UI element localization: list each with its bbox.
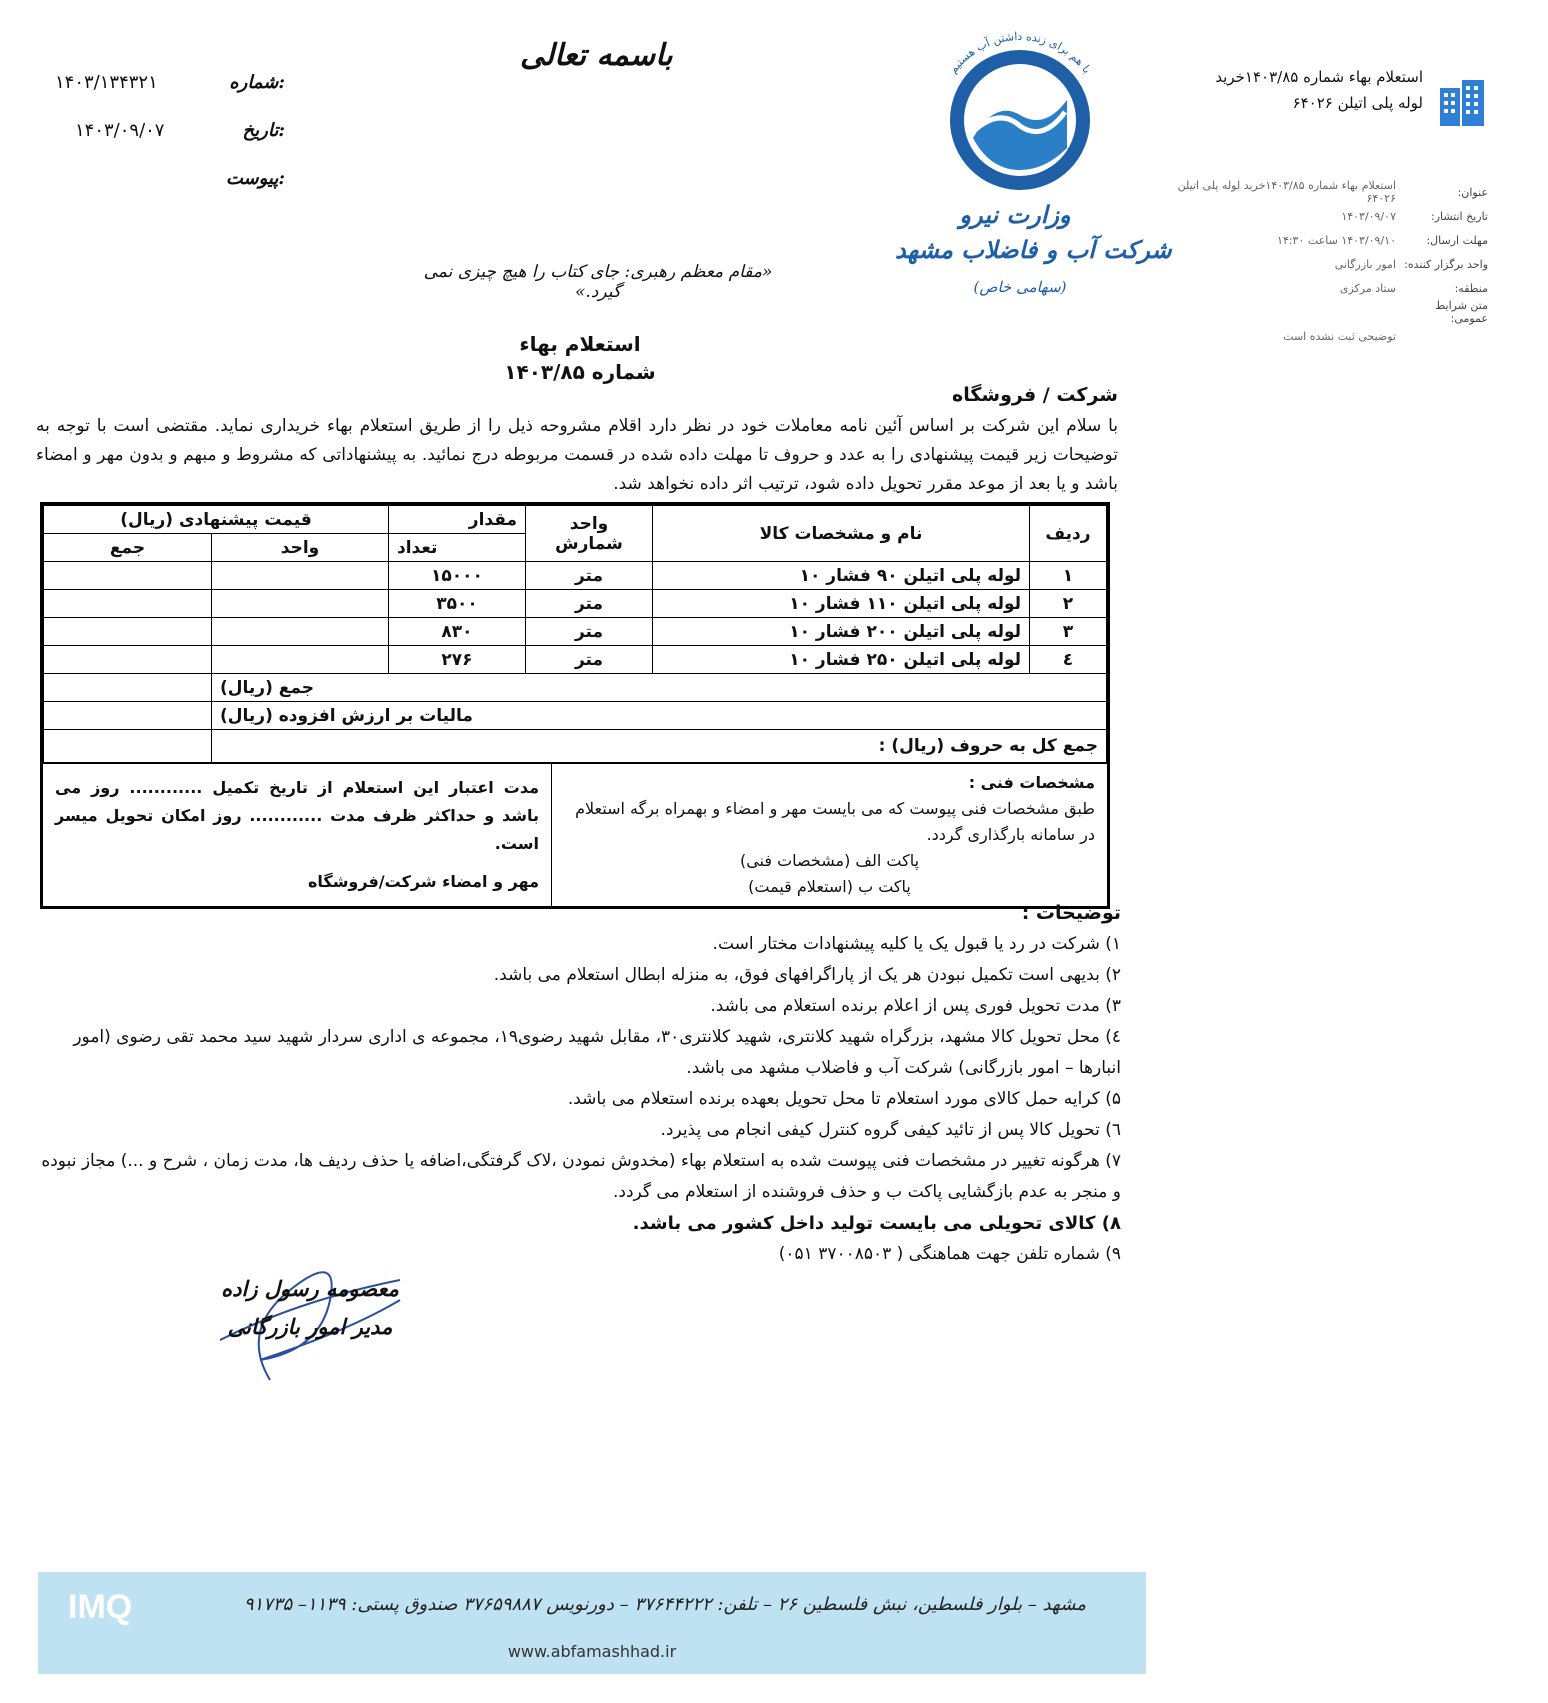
note-item: ٤) محل تحویل کالا مشهد، بزرگراه شهید کلانتری، شهید کلانتری۳۰، مقابل شهید رضوی۱۹، مجموعه ی اداری سردار شهید سید محمد تقی رضوی (امور انبارها – امور بازرگانی) شرکت آب و فاضلاب مشهد می باشد. (73, 1027, 1121, 1078)
imq-logo: IMQ (68, 1588, 133, 1626)
col-price-total: جمع (44, 534, 212, 562)
tender-meta (1158, 180, 1488, 348)
sum-row (44, 674, 1107, 702)
note-item: ۵) کرایه حمل کالای مورد استعلام تا محل تحویل بعهده برنده استعلام می باشد. (567, 1089, 1121, 1109)
price-total-cell (44, 618, 212, 646)
building-icon (1436, 78, 1488, 128)
meta-row-region: منطقه: ستاد مرکزی (1339, 281, 1488, 295)
letter-date: ۱۴۰۳/۰۹/۰۷ (75, 119, 165, 141)
letter-footer (38, 1572, 1146, 1674)
price-unit-cell (212, 590, 389, 618)
signature-block (210, 1270, 410, 1346)
price-unit-cell (212, 618, 389, 646)
terms-row (43, 763, 1107, 906)
price-total-cell (44, 562, 212, 590)
letter-attachment-label: پیوست: (225, 167, 285, 189)
signer-name: معصومه رسول زاده (221, 1276, 399, 1301)
bismillah: باسمه تعالی (520, 38, 673, 73)
table-row: ۱ لوله پلی اتیلن ۹۰ فشار ۱۰ متر ۱۵۰۰۰ (44, 562, 1107, 590)
letter-attachment-row (55, 154, 285, 202)
items-table (40, 502, 1110, 909)
letter-date-label: تاریخ: (242, 119, 285, 141)
technical-specs-text: طبق مشخصات فنی پیوست که می بایست مهر و امضاء و بهمراه برگه استعلام در سامانه بارگذاری گردد. (575, 799, 1095, 844)
letter-number: ۱۴۰۳/۱۳۴۳۲۱ (55, 71, 158, 93)
total-words-cell (44, 730, 212, 763)
notes-title: توضیحات : (1021, 902, 1121, 924)
vat-label: مالیات بر ارزش افزوده (ریال) (220, 705, 473, 726)
vat-value-cell (44, 702, 212, 730)
inquiry-heading: استعلام بهاء (519, 332, 641, 356)
technical-specs (551, 764, 1107, 906)
ministry-name: وزارت نیرو (959, 200, 1071, 229)
col-count: تعداد (389, 534, 526, 562)
col-price-unit: واحد (212, 534, 389, 562)
letter-number-row (55, 58, 285, 106)
svg-text:با هم برای زنده داشتن آب هستیم: با هم برای زنده داشتن آب هستیم (946, 30, 1094, 76)
price-total-cell (44, 590, 212, 618)
col-row: ردیف (1030, 506, 1107, 562)
company-type: (سهامی خاص) (973, 278, 1067, 296)
sum-label: جمع (ریال) (220, 677, 315, 698)
pack-b: پاکت ب (استعلام قیمت) (748, 877, 911, 896)
validity-text: مدت اعتبار این استعلام از تاریخ تکمیل ............ روز می باشد و حداکثر ظرف مدت ............ روز امکان تحویل میسر است. (55, 778, 539, 853)
notes-section (36, 898, 1121, 1270)
note-item: ۲) بدیهی است تکمیل نبودن هر یک از پاراگرافهای فوق، به منزله ابطال استعلام می باشد. (493, 965, 1121, 985)
signer-role: مدیر امور بازرگانی (227, 1314, 393, 1339)
total-words-row (44, 730, 1107, 763)
table-row: ۲ لوله پلی اتیلن ۱۱۰ فشار ۱۰ متر ۳۵۰۰ (44, 590, 1107, 618)
meta-row-publish-date: تاریخ انتشار: ۱۴۰۳/۰۹/۰۷ (1341, 209, 1488, 223)
meta-row-terms: متن شرایط عمومی: (1435, 299, 1488, 325)
company-name: شرکت آب و فاضلاب مشهد (895, 235, 1172, 264)
vendor-heading: شرکت / فروشگاه (952, 384, 1118, 406)
vat-row (44, 702, 1107, 730)
col-amount: مقدار (389, 506, 526, 534)
col-name: نام و مشخصات کالا (653, 506, 1030, 562)
intro-paragraph: با سلام این شرکت بر اساس آئین نامه معاملات خود در نظر دارد اقلام مشروحه ذیل را از طریق استعلام بهاء خریداری نماید. مقتضی است با توجه به توضیحات زیر قیمت پیشنهادی را به عدد و حروف تا مهلت داده شده در قسمت مربوطه درج نمائید. به پیشنهاداتی که مشروط و مبهم و بدون مهر و امضاء باشد و یا بعد از موعد مقرر تحویل داده شود، ترتیب اثر داده نخواهد شد. (36, 416, 1118, 494)
footer-address: مشهد – بلوار فلسطین، نبش فلسطین ۲۶ – تلفن: ۳۷۶۴۴۲۲۲ – دورنویس ۳۷۶۵۹۸۸۷ صندوق پستی: ۱۱۳۹– ۹۱۷۳۵ (243, 1594, 1086, 1615)
letter-date-row (55, 106, 285, 154)
meta-row-title: عنوان: استعلام بهاء شماره ۱۴۰۳/۸۵خرید لوله پلی اتیلن ۶۴۰۲۶ (1177, 179, 1488, 205)
meta-row-organizer: واحد برگزار کننده: امور بازرگانی (1334, 257, 1488, 271)
tender-title-line1: استعلام بهاء شماره ۱۴۰۳/۸۵خرید (1215, 68, 1423, 86)
company-logo (895, 30, 1172, 296)
inquiry-title (480, 330, 680, 386)
meta-row-deadline: مهلت ارسال: ۱۴۰۳/۰۹/۱۰ ساعت ۱۴:۳۰ (1277, 233, 1488, 247)
leader-quote: «مقام معظم رهبری: جای کتاب را هیچ چیزی نمی گیرد.» (423, 262, 773, 302)
note-item: ۸) کالای تحویلی می بایست تولید داخل کشور می باشد. (632, 1213, 1121, 1234)
note-item: ۹) شماره تلفن جهت هماهنگی ( ۳۷۰۰۸۵۰۳ ۰۵۱) (778, 1244, 1121, 1264)
letter-number-label: شماره: (229, 71, 285, 93)
validity-terms (43, 764, 551, 906)
sum-value-cell (44, 674, 212, 702)
water-drop-emblem (895, 30, 1145, 205)
letter-reference (55, 58, 285, 202)
note-item: ۱) شرکت در رد یا قبول یک یا کلیه پیشنهادات مختار است. (712, 934, 1121, 954)
footer-website: www.abfamashhad.ir (507, 1642, 677, 1661)
pack-a: پاکت الف (مشخصات فنی) (739, 851, 920, 870)
meta-row-terms-value: توضیحی ثبت نشده است (1283, 329, 1396, 343)
price-unit-cell (212, 562, 389, 590)
price-unit-cell (212, 646, 389, 674)
inquiry-number: شماره ۱۴۰۳/۸۵ (504, 360, 656, 384)
note-item: ۷) هرگونه تغییر در مشخصات فنی پیوست شده به استعلام بهاء (مخدوش نمودن ،لاک گرفتگی،اضافه یا حذف ردیف ها، مدت زمان ، شرح و ...) مجاز نبوده و منجر به عدم بازگشایی پاکت ب و حذف فروشنده از استعلام می گردد. (41, 1151, 1121, 1202)
col-price: قیمت پیشنهادی (ریال) (44, 506, 389, 534)
note-item: ٦) تحویل کالا پس از تائید کیفی گروه کنترل کیفی انجام می پذیرد. (660, 1120, 1121, 1140)
tender-title-line2: لوله پلی اتیلن ۶۴۰۲۶ (1292, 94, 1423, 112)
col-unit: واحد شمارش (526, 506, 653, 562)
price-total-cell (44, 646, 212, 674)
stamp-label: مهر و امضاء شرکت/فروشگاه (307, 872, 539, 891)
note-item: ۳) مدت تحویل فوری پس از اعلام برنده استعلام می باشد. (710, 996, 1121, 1016)
table-row: ۳ لوله پلی اتیلن ۲۰۰ فشار ۱۰ متر ۸۳۰ (44, 618, 1107, 646)
total-words-label: جمع کل به حروف (ریال) : (212, 730, 1107, 763)
table-row: ٤ لوله پلی اتیلن ۲۵۰ فشار ۱۰ متر ۲۷۶ (44, 646, 1107, 674)
technical-specs-title: مشخصات فنی : (968, 773, 1095, 792)
